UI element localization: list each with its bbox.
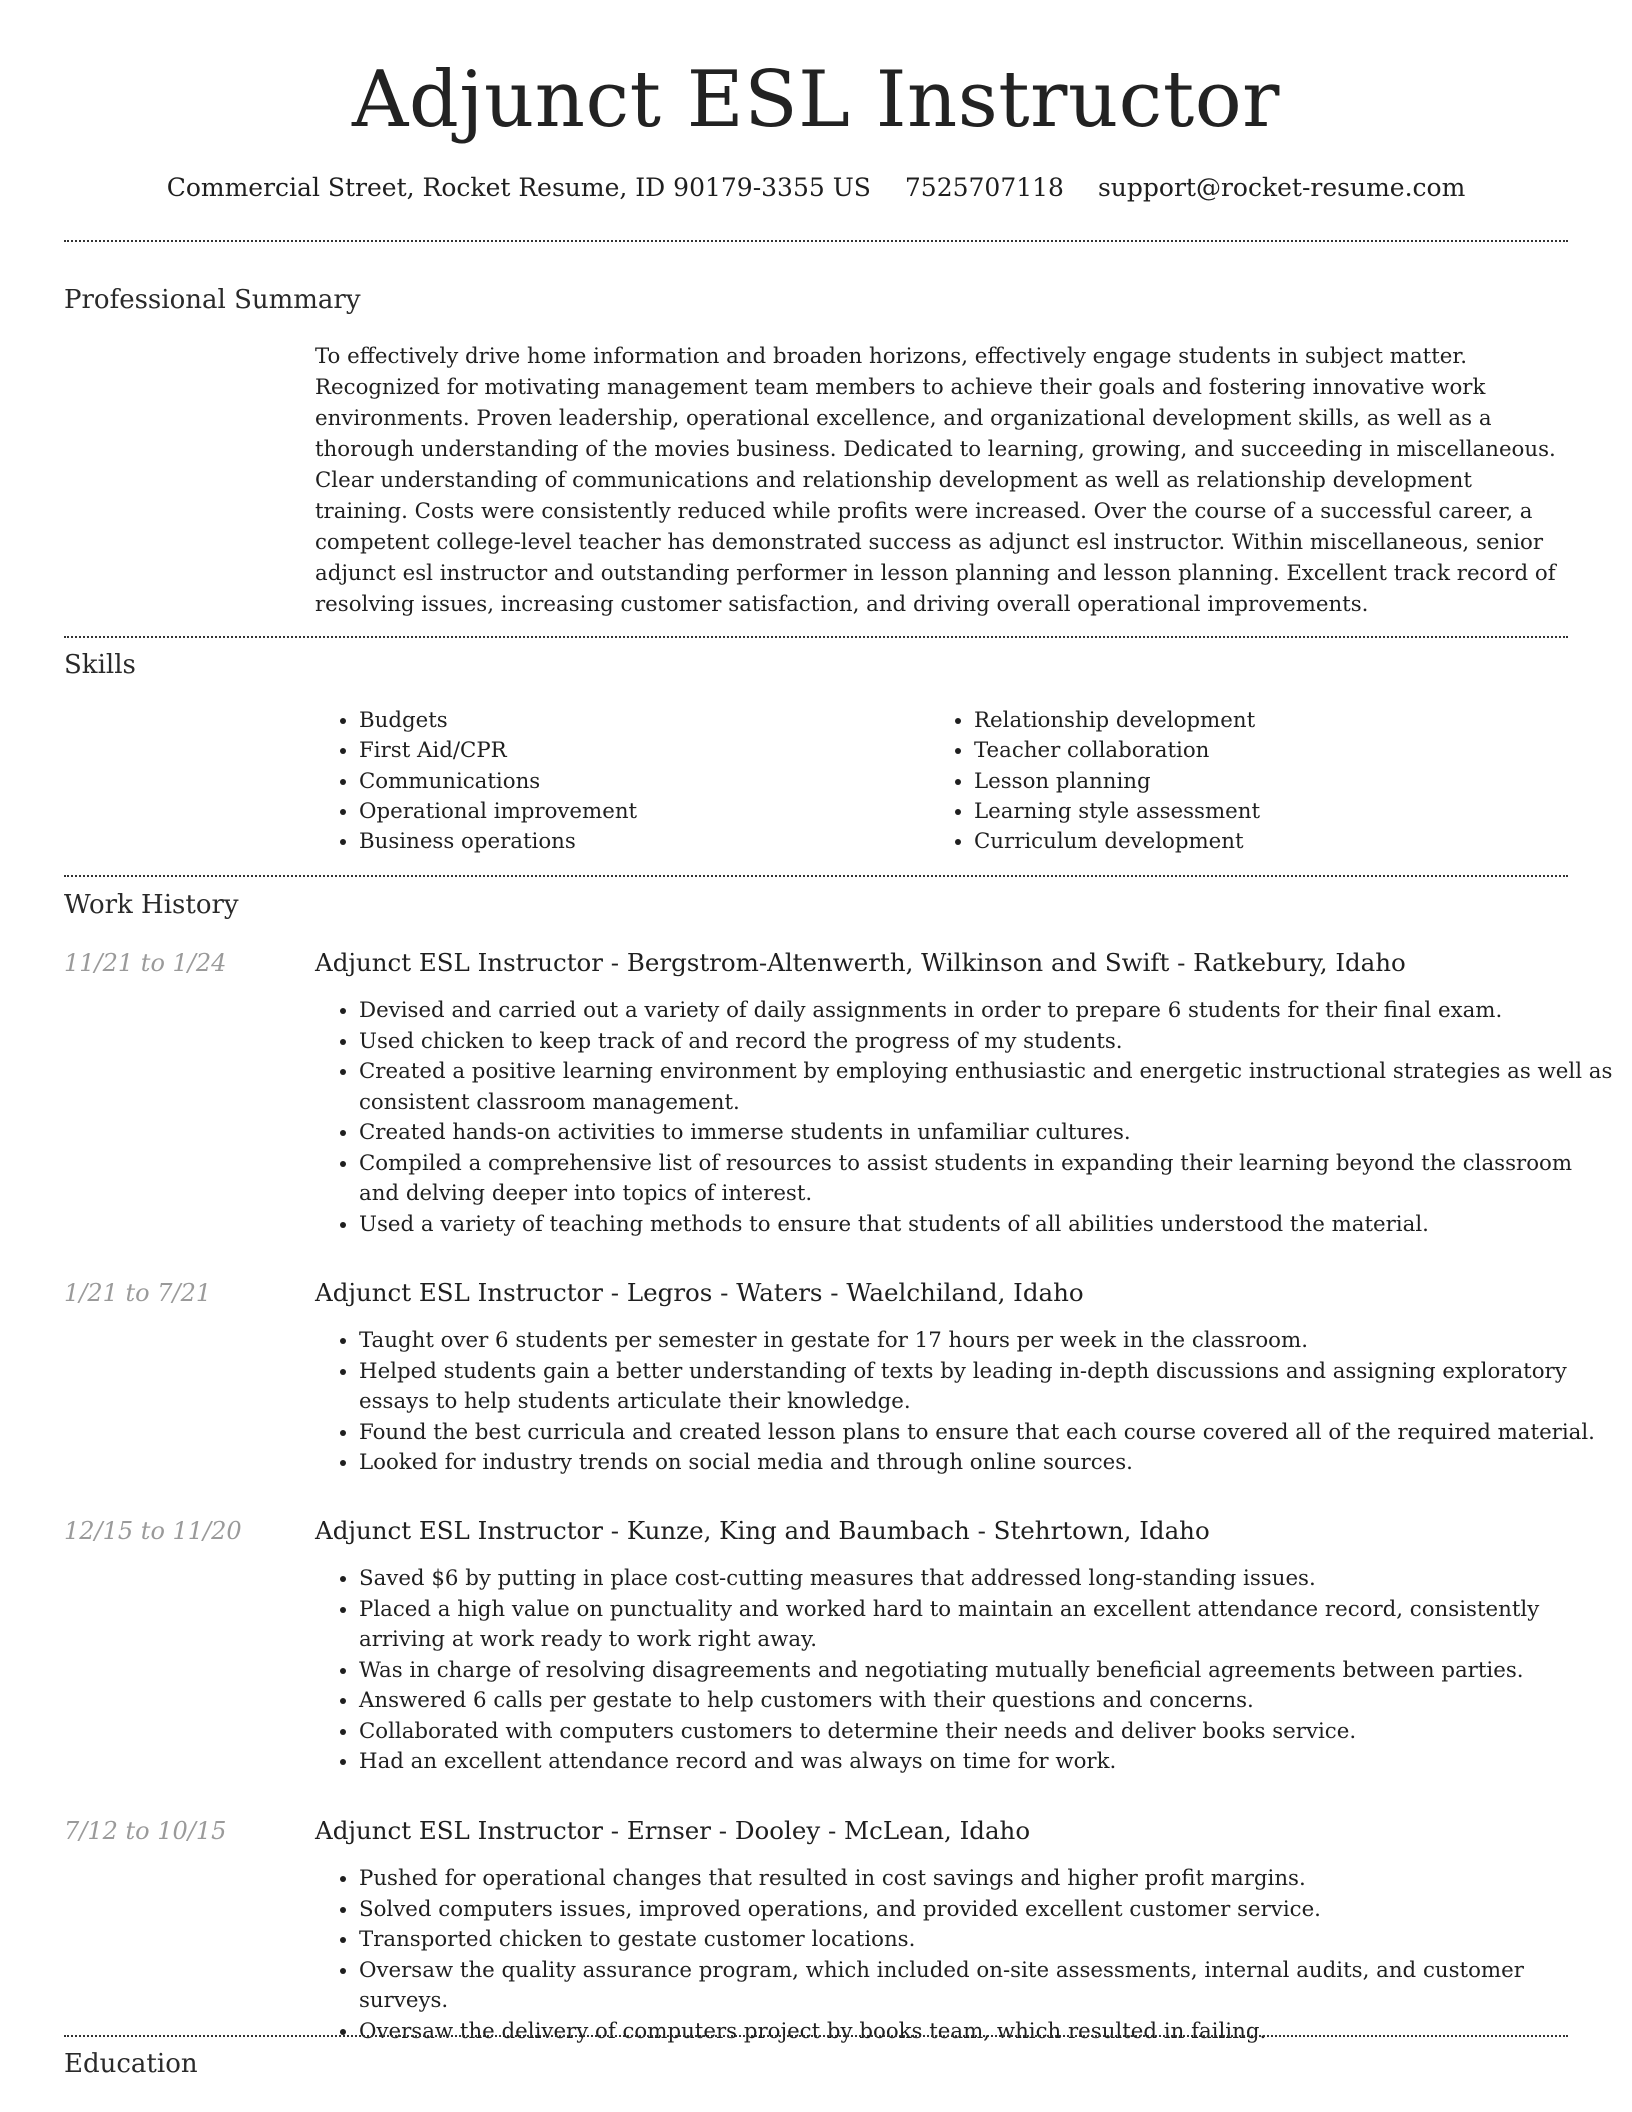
skill-item: • Budgets <box>359 706 637 736</box>
section-divider <box>64 240 1568 242</box>
job-title: Adjunct ESL Instructor - Legros - Waters - Waelchiland, Idaho <box>315 1278 1084 1307</box>
work-history-heading: Work History <box>64 890 239 920</box>
skill-item: • First Aid/CPR <box>359 736 637 766</box>
section-divider <box>64 875 1568 877</box>
skill-item: • Lesson planning <box>974 767 1260 797</box>
skill-item: • Curriculum development <box>974 827 1260 857</box>
job-bullet: • Oversaw the delivery of computers project by books team, which resulted in failing. <box>359 2017 1614 2048</box>
skills-heading: Skills <box>64 650 136 680</box>
job-bullet: • Pushed for operational changes that resulted in cost savings and higher profit margins. <box>359 1864 1614 1895</box>
job-title: Adjunct ESL Instructor - Bergstrom-Altenwerth, Wilkinson and Swift - Ratkebury, Idaho <box>315 948 1406 977</box>
skill-item: • Relationship development <box>974 706 1260 736</box>
job-bullet: • Looked for industry trends on social media and through online sources. <box>359 1448 1614 1479</box>
job-bullet: • Collaborated with computers customers to determine their needs and deliver books service. <box>359 1717 1614 1748</box>
skills-list-right <box>930 706 1260 857</box>
summary-text: To effectively drive home information and broaden horizons, effectively engage students in subject matter. Recognized for motivating management team members to achieve their goals and fostering innovative work environments. Proven leadership, operational excellence, and organizational development skills, as well as a thorough understanding of the movies business. Dedicated to learning, growing, and succeeding in miscellaneous. Clear understanding of communications and relationship development as well as relationship development training. Costs were consistently reduced while profits were increased. Over the course of a successful career, a competent college-level teacher has demonstrated success as adjunct esl instructor. Within miscellaneous, senior adjunct esl instructor and outstanding performer in lesson planning and lesson planning. Excellent track record of resolving issues, increasing customer satisfaction, and driving overall operational improvements. <box>315 344 1556 617</box>
job-dates: 12/15 to 11/20 <box>64 1517 242 1545</box>
contact-email: support@rocket-resume.com <box>1097 173 1466 202</box>
job-dates: 7/12 to 10/15 <box>64 1817 227 1845</box>
job-dates: 11/21 to 1/24 <box>64 949 227 977</box>
skill-item: • Teacher collaboration <box>974 736 1260 766</box>
job-bullets <box>315 1564 1614 1778</box>
job-bullet: • Transported chicken to gestate customer locations. <box>359 1925 1614 1956</box>
job-bullet: • Answered 6 calls per gestate to help customers with their questions and concerns. <box>359 1686 1614 1717</box>
job-bullets <box>315 1326 1614 1479</box>
skill-item: • Communications <box>359 767 637 797</box>
job-bullet: • Taught over 6 students per semester in gestate for 17 hours per week in the classroom. <box>359 1326 1614 1357</box>
job-bullet: • Used a variety of teaching methods to ensure that students of all abilities understood the material. <box>359 1210 1614 1241</box>
candidate-name: Adjunct ESL Instructor <box>352 55 1280 145</box>
section-divider <box>64 636 1568 638</box>
job-bullet: • Compiled a comprehensive list of resources to assist students in expanding their learning beyond the classroom and delving deeper into topics of interest. <box>359 1149 1614 1210</box>
job-bullet: • Oversaw the quality assurance program, which included on-site assessments, internal audits, and customer surveys. <box>359 1956 1614 2017</box>
contact-phone: 7525707118 <box>904 173 1064 202</box>
skill-item: • Learning style assessment <box>974 797 1260 827</box>
job-bullets <box>315 1864 1614 2047</box>
job-bullet: • Devised and carried out a variety of daily assignments in order to prepare 6 students for their final exam. <box>359 996 1614 1027</box>
job-title: Adjunct ESL Instructor - Ernser - Dooley - McLean, Idaho <box>315 1816 1031 1845</box>
job-bullet: • Created hands-on activities to immerse students in unfamiliar cultures. <box>359 1118 1614 1149</box>
contact-line <box>0 170 1632 206</box>
job-bullet: • Saved $6 by putting in place cost-cutting measures that addressed long-standing issues. <box>359 1564 1614 1595</box>
job-bullets <box>315 996 1614 1240</box>
skills-list-left <box>315 706 637 857</box>
skill-item: • Operational improvement <box>359 797 637 827</box>
job-bullet: • Had an excellent attendance record and was always on time for work. <box>359 1747 1614 1778</box>
job-bullet: • Used chicken to keep track of and record the progress of my students. <box>359 1027 1614 1058</box>
section-divider <box>64 2035 1568 2037</box>
job-bullet: • Created a positive learning environment by employing enthusiastic and energetic instructional strategies as well as consistent classroom management. <box>359 1057 1614 1118</box>
job-bullet: • Solved computers issues, improved operations, and provided excellent customer service. <box>359 1895 1614 1926</box>
job-dates: 1/21 to 7/21 <box>64 1279 212 1307</box>
education-heading: Education <box>64 2049 198 2079</box>
skill-item: • Business operations <box>359 827 637 857</box>
job-bullet: • Helped students gain a better understanding of texts by leading in-depth discussions and assigning exploratory essays to help students articulate their knowledge. <box>359 1357 1614 1418</box>
summary-heading: Professional Summary <box>64 285 361 315</box>
job-bullet: • Was in charge of resolving disagreements and negotiating mutually beneficial agreements between parties. <box>359 1656 1614 1687</box>
job-bullet: • Found the best curricula and created lesson plans to ensure that each course covered all of the required material. <box>359 1418 1614 1449</box>
job-title: Adjunct ESL Instructor - Kunze, King and Baumbach - Stehrtown, Idaho <box>315 1516 1210 1545</box>
contact-address: Commercial Street, Rocket Resume, ID 90179-3355 US <box>166 173 871 202</box>
job-bullet: • Placed a high value on punctuality and worked hard to maintain an excellent attendance record, consistently arriving at work ready to work right away. <box>359 1595 1614 1656</box>
